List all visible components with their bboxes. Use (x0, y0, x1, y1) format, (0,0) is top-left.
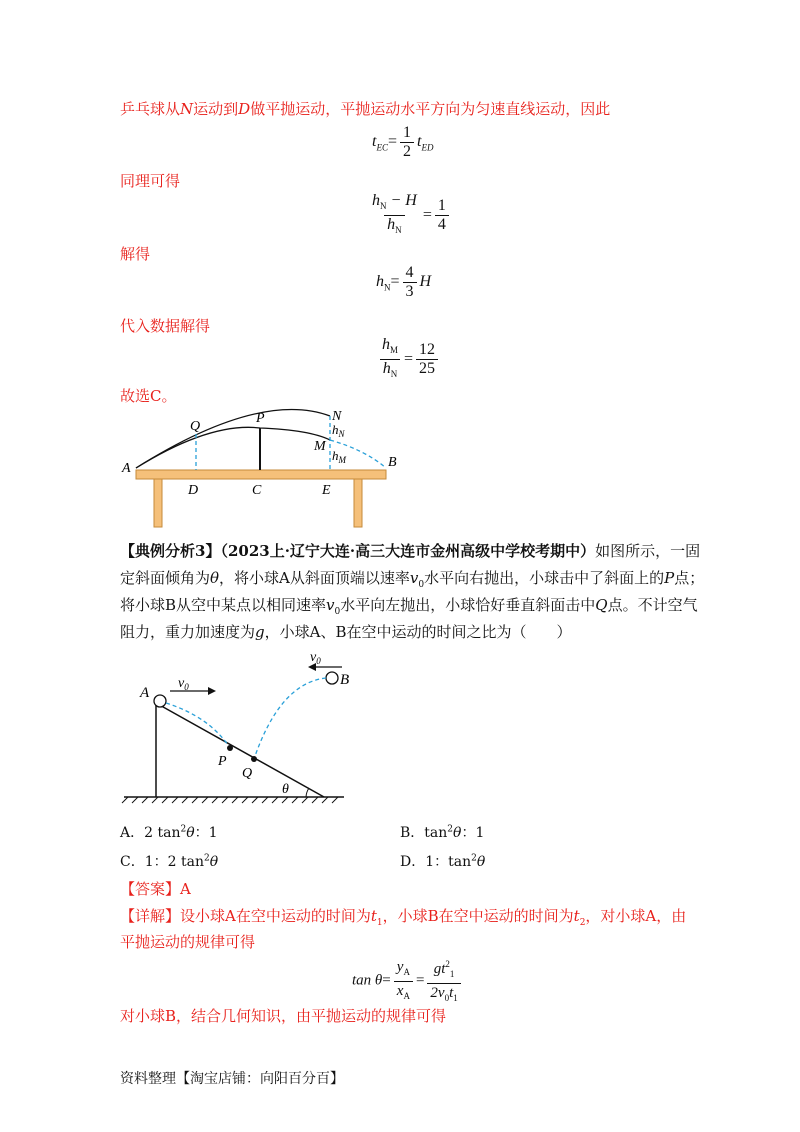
text: 水平向右抛出，小球击中了斜面上的 (424, 569, 665, 587)
text: 水平向左抛出，小球恰好垂直斜面击中 (340, 596, 596, 614)
label-b: B (388, 455, 397, 470)
label-q: Q (190, 419, 201, 434)
eq-sub: N (390, 369, 398, 380)
label-p: P (256, 411, 265, 426)
answer-line: 【答案】A (120, 880, 191, 898)
denominator: 25 (416, 359, 438, 378)
numerator: 1 (403, 124, 411, 141)
option-label: D． (400, 854, 426, 870)
numerator: 1 (437, 197, 446, 215)
var-n: N (180, 100, 194, 118)
solution-line-5: 故选C。 (120, 387, 177, 405)
eq-lhs: tan θ (352, 972, 383, 989)
option-a[interactable] (120, 822, 218, 842)
eq-sign: = (404, 350, 414, 368)
label-n: N (332, 409, 342, 424)
eq-sub: N (395, 225, 402, 236)
detail-line-1 (120, 905, 686, 928)
ground-hatch (122, 797, 338, 803)
option-label: C． (120, 854, 145, 870)
fraction (369, 192, 420, 239)
fraction (435, 197, 449, 234)
eq-var: 2v (430, 985, 445, 1001)
example-line-3 (120, 594, 698, 617)
table-leg-left (154, 479, 162, 527)
var-theta: θ (453, 825, 462, 841)
var-d: D (238, 100, 251, 118)
option-d[interactable] (400, 851, 485, 871)
var-q: Q (595, 596, 608, 614)
page-footer: 资料整理【淘宝店铺：向阳百分百】 (120, 1071, 344, 1087)
example-tag: 【典例分析3】 (120, 542, 221, 560)
fraction (427, 955, 460, 1007)
fraction (403, 264, 417, 301)
label-m: M (314, 439, 326, 454)
sub: 0 (334, 607, 341, 617)
table-leg-right (354, 479, 362, 527)
denominator (427, 983, 460, 1007)
option-c[interactable] (120, 851, 218, 871)
ball-b (326, 672, 338, 684)
ball-a (154, 695, 166, 707)
eq-var: h (382, 336, 390, 353)
fraction (394, 958, 413, 1005)
label-a: A (122, 461, 131, 476)
fraction (379, 336, 401, 383)
numerator: 4 (405, 264, 414, 281)
label-hm: $h_M$ (332, 448, 346, 465)
text: ：1 (461, 825, 485, 841)
option-b[interactable] (400, 822, 484, 842)
label-p: P (218, 754, 227, 769)
eq-var: h (376, 273, 384, 291)
eq-sub: M (390, 345, 399, 356)
var-theta: θ (186, 825, 195, 841)
var-p: P (664, 569, 675, 587)
text: 点； (674, 569, 705, 587)
var-g: g (255, 623, 265, 641)
incline-line (156, 703, 324, 797)
numerator (369, 192, 420, 215)
text: 定斜面倾角为 (120, 569, 211, 587)
denominator: 4 (435, 215, 449, 234)
text: 2 tan (144, 825, 181, 841)
text: ，小球B在空中运动的时间为 (382, 907, 574, 925)
option-label: B． (400, 825, 425, 841)
text: 阻力，重力加速度为 (120, 623, 256, 641)
label-d: D (188, 483, 199, 498)
point-q (251, 756, 257, 762)
eq-sign: = (390, 273, 400, 291)
eq-sub: N (380, 201, 387, 212)
text: 做平抛运动，平抛运动水平方向为匀速直线运动，因此 (250, 100, 611, 118)
example-source: （2023上·辽宁大连·高三大连市金州高级中学校考期中） (220, 542, 596, 560)
eq-t: t (372, 133, 377, 151)
sub: 1 (376, 918, 383, 928)
eq-sign: = (415, 972, 425, 989)
example-line-2 (120, 567, 704, 590)
option-label: A． (120, 825, 145, 841)
text: 如图所示，一固 (595, 542, 701, 560)
sub: 2 (579, 918, 586, 928)
eq-sign: = (422, 206, 432, 224)
text: ，小球A、B在空中运动的时间之比为（ ） (264, 623, 572, 641)
sub: 0 (418, 580, 425, 590)
detail-line-2: 平抛运动的规律可得 (120, 933, 256, 951)
detail-tag: 【详解】 (120, 907, 181, 925)
eq-sub: 1 (449, 969, 455, 979)
solution-line-3: 解得 (120, 245, 151, 263)
fraction (400, 124, 414, 161)
eq-sub: EC (376, 142, 388, 153)
text: ：1 (194, 825, 218, 841)
var-v: v (326, 596, 335, 614)
denominator: 2 (400, 142, 414, 161)
denominator: 3 (403, 282, 417, 301)
var-v: v (409, 569, 419, 587)
eq-var: h (387, 216, 396, 234)
denominator (394, 981, 413, 1005)
eq-sub: N (384, 282, 391, 293)
eq-var: H (419, 273, 432, 291)
text: tan (424, 825, 448, 841)
table-tennis-figure (110, 400, 410, 532)
text: 运动到 (193, 100, 239, 118)
denominator (380, 359, 401, 383)
numerator (431, 955, 458, 983)
theta-arc (306, 788, 309, 797)
label-v0-a: $v_0$ (178, 676, 189, 692)
label-c: C (252, 483, 262, 498)
eq-sub: 0 (444, 993, 450, 1003)
text: 1：2 tan (144, 854, 204, 870)
equation-4 (376, 336, 441, 383)
equation-2 (366, 192, 452, 239)
text: 将小球B从空中某点以相同速率 (120, 596, 327, 614)
sup: 2 (180, 824, 187, 835)
eq-sub: A (403, 990, 410, 1001)
label-e: E (322, 483, 331, 498)
eq-var: t (449, 985, 454, 1001)
denominator (384, 215, 405, 239)
label-b: B (340, 672, 350, 688)
var-t: t (370, 907, 377, 925)
eq-var: h (382, 360, 391, 378)
label-v0-b: $v_0$ (310, 650, 321, 666)
eq-sign: = (382, 972, 391, 989)
eq-var: x (396, 982, 404, 999)
detail-line-3: 对小球B，结合几何知识，由平抛运动的规律可得 (120, 1007, 447, 1025)
solution-line-1 (120, 98, 610, 119)
numerator (379, 336, 401, 359)
trajectory-a (166, 703, 230, 748)
eq-sup: 2 (445, 959, 450, 969)
numerator (394, 958, 413, 981)
solution-line-2: 同理可得 (120, 172, 181, 190)
var-theta: θ (476, 854, 486, 870)
sup: 2 (447, 824, 454, 835)
eq-var: y (396, 958, 404, 975)
text: 乒乓球从 (120, 100, 181, 118)
trajectory-b (254, 678, 326, 759)
fraction (416, 341, 438, 378)
text: 设小球A在空中运动的时间为 (180, 907, 371, 925)
var-theta: θ (210, 569, 220, 587)
eq-var: − H (386, 192, 417, 209)
label-q: Q (242, 766, 253, 781)
label-theta: θ (282, 782, 289, 797)
text: ，将小球A从斜面顶端以速率 (219, 569, 410, 587)
example-line-4 (120, 621, 571, 642)
var-t: t (573, 907, 580, 925)
trajectory-upper (136, 410, 330, 469)
solution-line-4: 代入数据解得 (120, 317, 211, 335)
table-top (136, 470, 386, 479)
text: 点。不计空气 (607, 596, 698, 614)
eq-t: t (417, 133, 422, 151)
equation-1 (372, 124, 433, 161)
sup: 2 (471, 853, 477, 864)
text: ，对小球A，由 (585, 907, 687, 925)
eq-sub: ED (421, 142, 434, 153)
example-line-1 (120, 540, 700, 561)
text: 1：tan (425, 854, 472, 870)
var-theta: θ (209, 854, 219, 870)
eq-sub: A (403, 966, 410, 977)
label-a: A (140, 685, 150, 701)
equation-3 (376, 264, 431, 301)
sup: 2 (203, 853, 210, 864)
point-p (227, 745, 233, 751)
eq-sub: 1 (453, 993, 458, 1003)
trajectory-lower (136, 427, 330, 468)
eq-var: h (372, 192, 380, 209)
numerator: 12 (419, 341, 436, 359)
eq-var: gt (433, 961, 446, 977)
eq-sign: = (387, 133, 397, 151)
incline-figure (120, 645, 350, 805)
arrowhead-a (208, 687, 216, 695)
equation-5 (352, 955, 464, 1007)
label-hn: $h_N$ (332, 422, 345, 439)
